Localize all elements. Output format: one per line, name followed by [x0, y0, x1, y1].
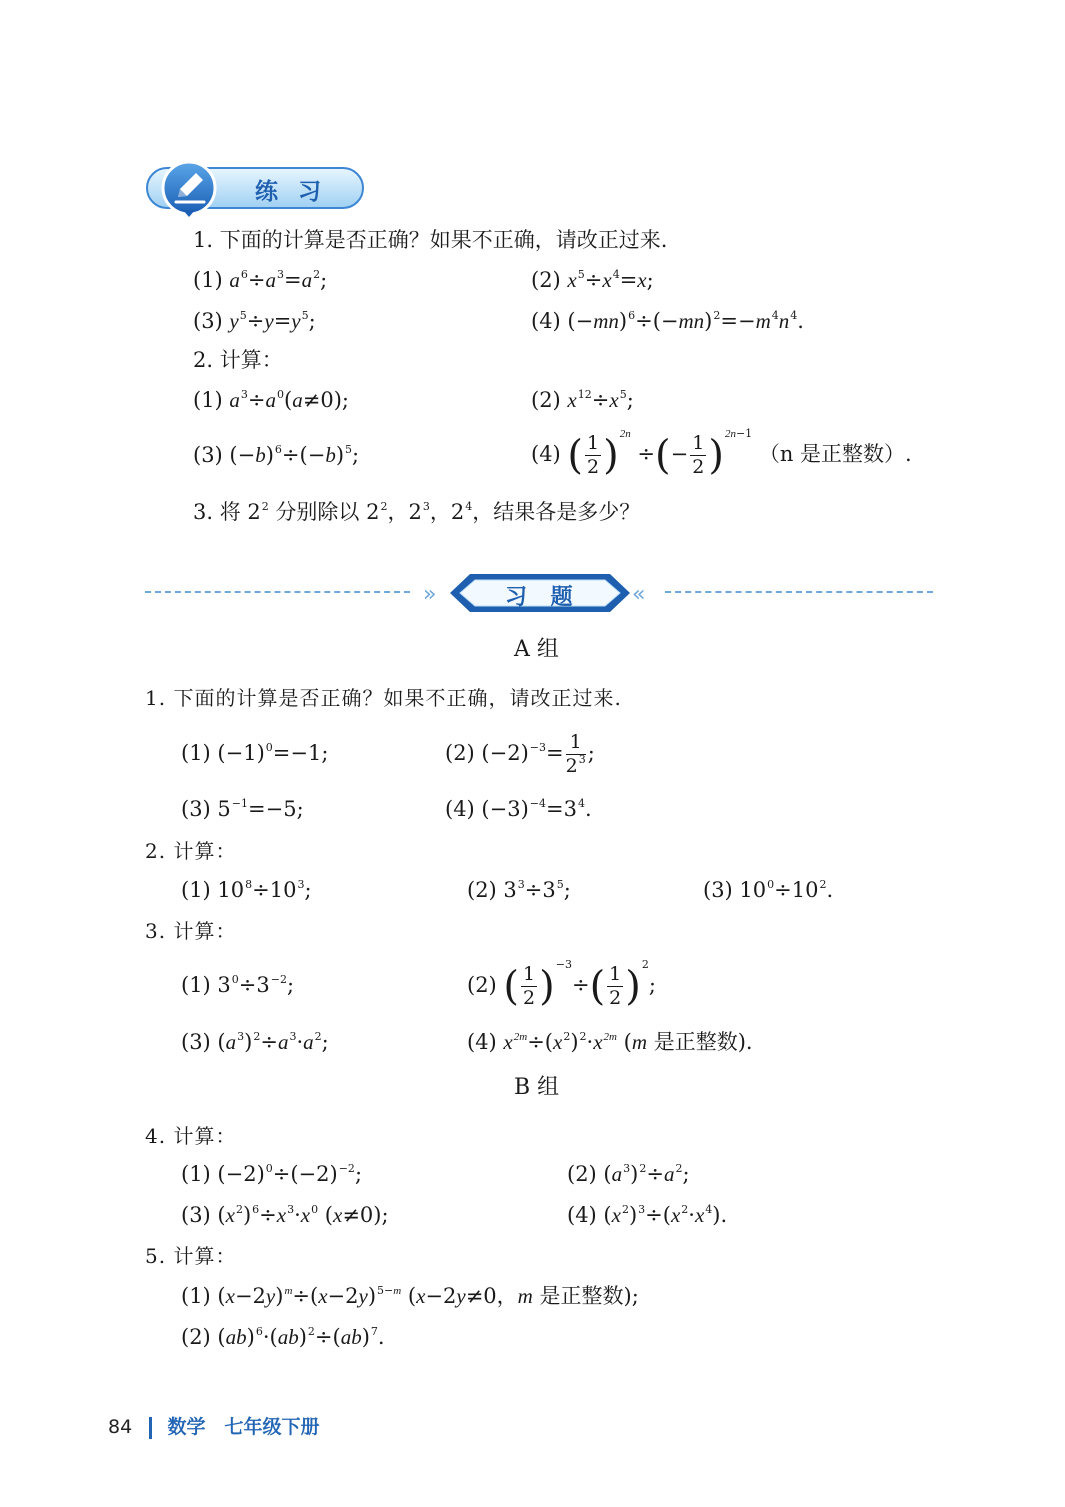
footer-divider: [149, 1417, 152, 1439]
divider-right: [665, 591, 933, 593]
practice-q2-1: (1) $a^3\div a^0(a\ne 0)$;: [193, 388, 349, 412]
a3-1: (1) $3^0\div 3^{-2}$;: [181, 973, 295, 997]
group-a-heading: A 组: [514, 637, 559, 662]
divider-left: [145, 591, 410, 593]
a1-3: (3) $5^{-1}=-5$;: [181, 797, 304, 821]
a1-question: 1. 下面的计算是否正确？如果不正确，请改正过来.: [145, 686, 622, 710]
a2-question: 2. 计算：: [145, 839, 237, 863]
pencil-icon: [170, 167, 210, 207]
b4-3: (3) $(x^2)^6\div x^3\cdot x^0$ (x≠0);: [181, 1203, 389, 1227]
a2-2: (2) $3^3\div 3^5$;: [467, 878, 571, 902]
b4-question: 4. 计算：: [145, 1124, 237, 1148]
b4-2: (2) $(a^3)^2\div a^2$;: [567, 1162, 690, 1186]
a3-question: 3. 计算：: [145, 919, 237, 943]
practice-q2: 2. 计算：: [193, 348, 283, 372]
practice-q1: 1. 下面的计算是否正确？如果不正确，请改正过来.: [193, 228, 668, 252]
practice-q1-2: (2) $x^5\div x^4=x$;: [531, 268, 654, 292]
practice-q2-3: (3) $(-b)^6\div(-b)^5$;: [193, 443, 360, 467]
a1-2: (2) $(-2)^{-3}=$ $\frac{1}{2^3}$ ;: [445, 731, 595, 777]
practice-q1-1: (1) $a^6\div a^3=a^2$;: [193, 268, 328, 292]
a3-2: (2) ( $\frac{1}{2}$ )$^{-3}$÷( $\frac{1}{2}$ )$^2$;: [467, 958, 656, 1010]
a2-3: (3) $10^0\div 10^2$.: [703, 878, 834, 902]
a1-1: (1) $(-1)^0=-1$;: [181, 741, 329, 765]
practice-q2-4: (4) ( $\frac{1}{2}$ )$^{2n}$ ÷(− $\frac{1}{2}$ )$^{2n-1}$ （n 是正整数）.: [531, 427, 912, 479]
b4-1: (1) $(-2)^0\div(-2)^{-2}$;: [181, 1162, 363, 1186]
b5-2: (2) (ab)$^6$·(ab)$^2$÷(ab)$^7$.: [181, 1325, 385, 1349]
practice-title: 练 习: [255, 179, 328, 205]
a1-4: (4) $(-3)^{-4}=3^4$.: [445, 797, 592, 821]
book-title: 数学 七年级下册: [167, 1416, 320, 1438]
practice-q1-4: (4) $(-mn)^6\div(-mn)^2=-m^4n^4$.: [531, 309, 804, 333]
practice-q2-4-note: （n 是正整数）.: [758, 442, 912, 466]
b4-4: (4) $(x^2)^3\div(x^2\cdot x^4)$.: [567, 1203, 728, 1227]
practice-q2-2: (2) $x^{12}\div x^5$;: [531, 388, 634, 412]
page-number: 84: [108, 1416, 133, 1438]
page-footer: [108, 1412, 319, 1439]
a3-4: (4) $x^{2m}\div(x^2)^2\cdot x^{2m}$ (m 是正整数).: [467, 1030, 753, 1054]
svg-text:«: «: [632, 582, 646, 607]
a2-1: (1) $10^8\div 10^3$;: [181, 878, 312, 902]
svg-text:»: »: [423, 582, 437, 607]
practice-q3: 3. 将 $2^2$ 分别除以 $2^2$，$2^3$，$2^4$，结果各是多少？: [193, 500, 641, 524]
a3-3: (3) $(a^3)^2\div a^3\cdot a^2$;: [181, 1030, 329, 1054]
practice-q1-3: (3) $y^5\div y=y^5$;: [193, 309, 316, 333]
group-b-heading: B 组: [514, 1075, 560, 1100]
b5-question: 5. 计算：: [145, 1244, 237, 1268]
b5-1: (1) $(x-2y)^m\div(x-2y)^{5-m}$ (x−2y≠0，m 是正整数);: [181, 1284, 639, 1308]
exercises-title: 习 题: [505, 585, 581, 610]
